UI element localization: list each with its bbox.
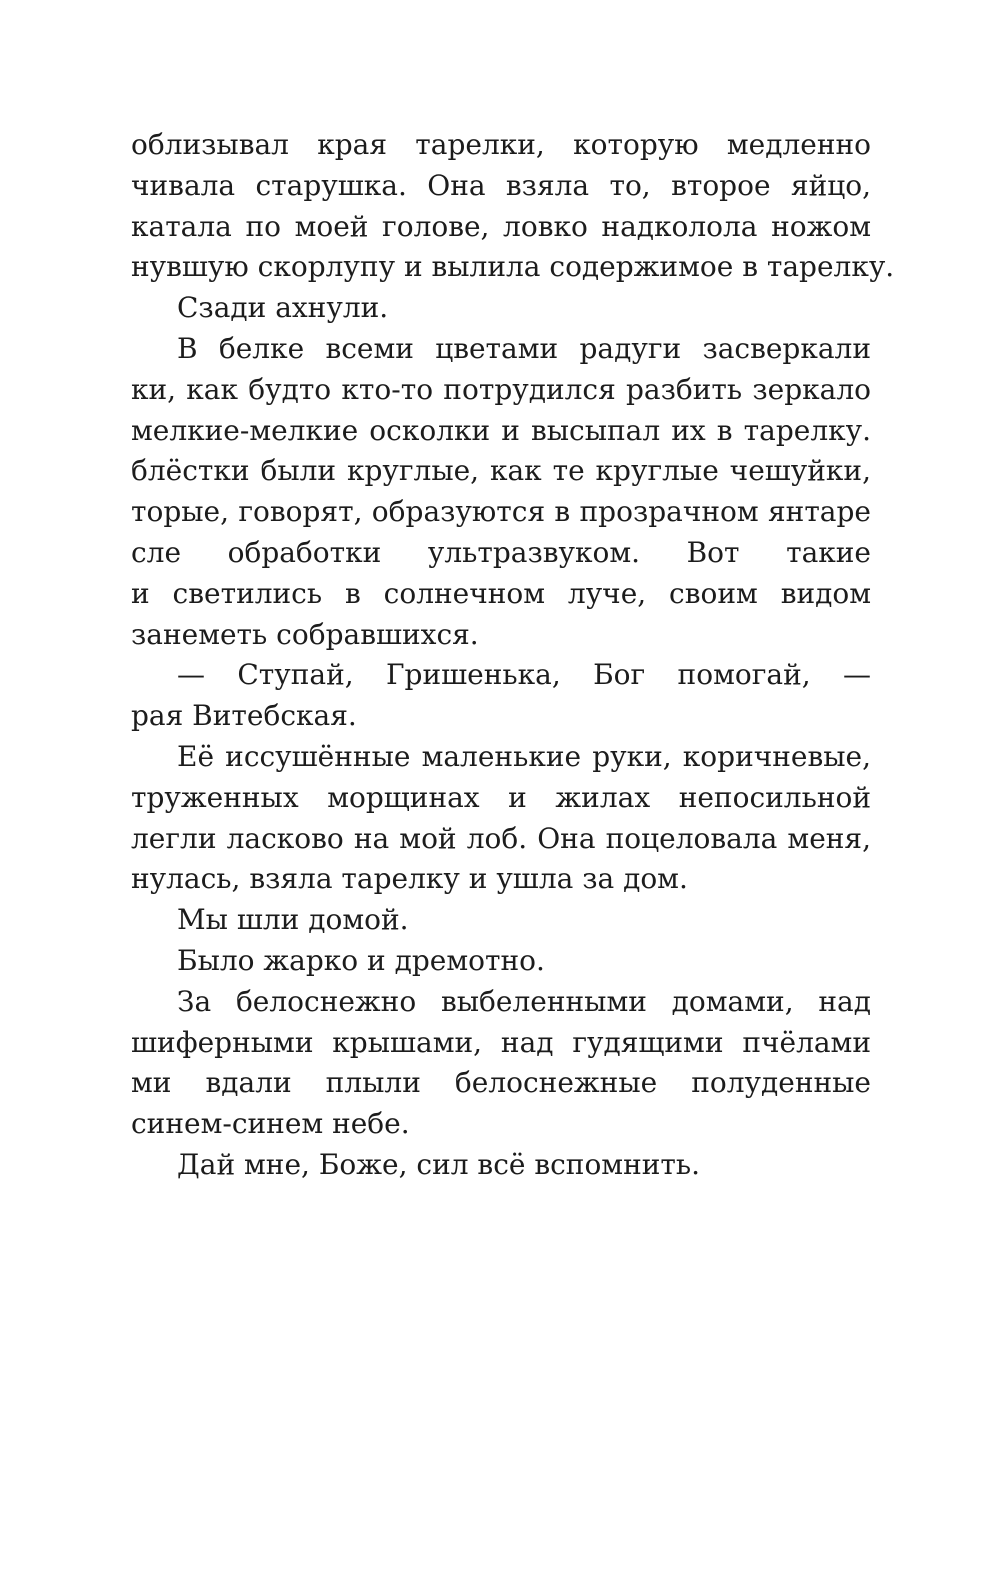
text-line: За белоснежно выбеленными домами, над — [177, 984, 871, 1018]
text-line: Сзади ахнули. — [177, 291, 389, 325]
text-line: шиферными крышами, над гудящими пчёлами — [131, 1025, 871, 1059]
text-line: облизывал края тарелки, которую медленно — [131, 128, 871, 161]
text-line: мелкие-мелкие осколки и высыпал их в тарелку. — [131, 413, 871, 447]
text-line: В белке всеми цветами радуги засверкали — [177, 331, 871, 365]
text-line: — Ступай, Гришенька, Бог помогай, — — [177, 658, 871, 692]
body-text — [131, 125, 895, 1186]
text-line: сле обработки ультразвуком. Вот такие — [131, 535, 871, 569]
text-line: и светились в солнечном луче, своим видом — [131, 576, 871, 610]
text-line: ми вдали плыли белоснежные полуденные — [131, 1066, 871, 1100]
text-line: нувшую скорлупу и вылила содержимое в тарелку. — [131, 250, 895, 284]
text-line: катала по моей голове, ловко надколола ножом — [131, 209, 871, 243]
text-line: блёстки были круглые, как те круглые чешуйки, — [131, 454, 871, 488]
text-line: нулась, взяла тарелку и ушла за дом. — [131, 862, 688, 896]
text-line: Её иссушённые маленькие руки, коричневые, — [177, 739, 871, 773]
text-line: ки, как будто кто-то потрудился разбить зеркало — [131, 372, 871, 406]
text-line: Мы шли домой. — [177, 903, 409, 937]
text-line: торые, говорят, образуются в прозрачном янтаре — [131, 495, 871, 529]
text-line: Было жарко и дремотно. — [177, 943, 545, 977]
text-line: занеметь собравшихся. — [131, 617, 479, 651]
text-line: чивала старушка. Она взяла то, второе яйцо, — [131, 168, 871, 202]
text-line: Дай мне, Боже, сил всё вспомнить. — [177, 1147, 701, 1181]
text-line: рая Витебская. — [131, 699, 357, 733]
text-line: труженных морщинах и жилах непосильной — [131, 780, 871, 814]
text-line: синем-синем небе. — [131, 1107, 410, 1141]
text-line: легли ласково на мой лоб. Она поцеловала меня, — [131, 821, 871, 855]
